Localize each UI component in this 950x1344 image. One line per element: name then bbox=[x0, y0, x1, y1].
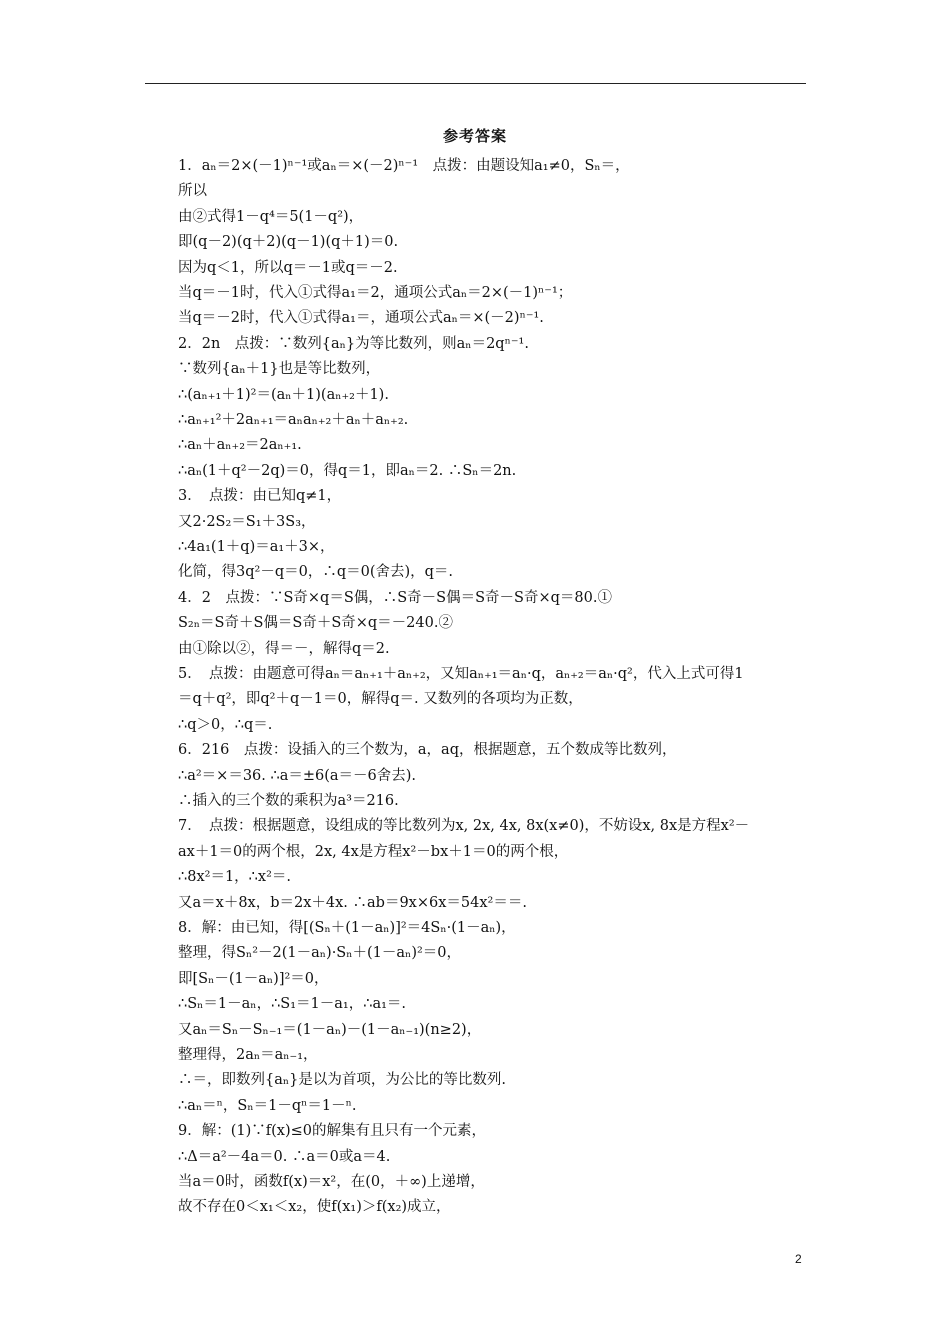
answer-line-text: 1．aₙ＝2×(－1)ⁿ⁻¹或aₙ＝×(－2)ⁿ⁻¹ 点拨：由题设知a₁≠0，Sₙ＝， bbox=[178, 158, 630, 174]
answer-line bbox=[0, 790, 950, 812]
answer-line bbox=[0, 231, 950, 253]
answer-line-text: 整理，得Sₙ²－2(1－aₙ)·Sₙ＋(1－aₙ)²＝0， bbox=[178, 945, 462, 962]
answer-line-text: S₂ₙ＝S奇＋S偶＝S奇＋S奇×q＝－240.② bbox=[178, 615, 453, 632]
answer-line-text: ∵数列{aₙ＋1}也是等比数列， bbox=[178, 361, 381, 378]
answer-line bbox=[0, 180, 950, 202]
answer-line-text: 整理得，2aₙ＝aₙ₋₁， bbox=[178, 1047, 318, 1063]
answer-line bbox=[0, 638, 950, 660]
answer-line-text: 8．解：由已知，得[(Sₙ＋(1－aₙ)]²＝4Sₙ·(1－aₙ)， bbox=[178, 920, 516, 936]
answer-line bbox=[0, 1171, 950, 1193]
answer-line bbox=[0, 511, 950, 533]
answer-line-text: 由①除以②，得＝－，解得q＝2. bbox=[178, 640, 390, 657]
answer-line-text: 化简，得3q²－q＝0，∴q＝0(舍去)，q＝. bbox=[178, 564, 454, 581]
answer-line-text: 即[Sₙ－(1－aₙ)]²＝0， bbox=[178, 970, 329, 987]
answer-line bbox=[0, 917, 950, 939]
answer-line-text: ∴aₙ₊₁²＋2aₙ₊₁＝aₙaₙ₊₂＋aₙ＋aₙ₊₂. bbox=[178, 412, 409, 428]
answer-line-text: ∴Δ＝a²－4a＝0. ∴a＝0或a＝4. bbox=[178, 1148, 391, 1165]
page-number: 2 bbox=[795, 1252, 802, 1266]
answer-line bbox=[0, 1069, 950, 1091]
answer-line-text: ∴aₙ(1＋q²－2q)＝0，得q＝1，即aₙ＝2. ∴Sₙ＝2n. bbox=[178, 462, 517, 479]
answer-line bbox=[0, 587, 950, 609]
answer-line bbox=[0, 1120, 950, 1142]
answer-line bbox=[0, 841, 950, 863]
answer-line bbox=[0, 942, 950, 964]
answer-line bbox=[0, 460, 950, 482]
answer-line bbox=[0, 892, 950, 914]
answer-line-text: ∴aₙ＋aₙ₊₂＝2aₙ₊₁. bbox=[178, 437, 302, 454]
page-title: 参考答案 bbox=[442, 127, 507, 145]
answer-line bbox=[0, 384, 950, 406]
answer-line-text: 又aₙ＝Sₙ－Sₙ₋₁＝(1－aₙ)－(1－aₙ₋₁)(n≥2)， bbox=[178, 1021, 482, 1038]
answer-line bbox=[0, 307, 950, 329]
answer-line-text: ∴4a₁(1＋q)＝a₁＋3×， bbox=[178, 539, 335, 555]
answer-line bbox=[0, 612, 950, 634]
answer-line-text: ∴Sₙ＝1－aₙ，∴S₁＝1－a₁，∴a₁＝. bbox=[178, 996, 407, 1013]
answer-line-text: 当q＝－2时，代入①式得a₁＝，通项公式aₙ＝×(－2)ⁿ⁻¹. bbox=[178, 310, 544, 327]
answer-line-text: ∴插入的三个数的乘积为a³＝216. bbox=[178, 793, 399, 809]
answer-line bbox=[0, 536, 950, 558]
answer-line bbox=[0, 714, 950, 736]
answer-line-text: 又a＝x＋8x，b＝2x＋4x. ∴ab＝9x×6x＝54x²＝＝. bbox=[178, 894, 527, 911]
answer-line bbox=[0, 409, 950, 431]
answer-line bbox=[0, 561, 950, 583]
answer-line-text: 5． 点拨：由题意可得aₙ＝aₙ₊₁＋aₙ₊₂，又知aₙ₊₁＝aₙ·q，aₙ₊₂＝aₙ·q²，代入上式可得1 bbox=[178, 666, 744, 682]
answer-line bbox=[0, 739, 950, 761]
answer-line bbox=[0, 663, 950, 685]
answer-line-text: ∴＝，即数列{aₙ}是以为首项，为公比的等比数列. bbox=[178, 1072, 506, 1089]
header-rule bbox=[145, 83, 806, 84]
answer-line-text: ax＋1＝0的两个根，2x, 4x是方程x²－bx＋1＝0的两个根， bbox=[178, 843, 569, 860]
answer-line bbox=[0, 765, 950, 787]
answer-line-text: 9．解：(1)∵f(x)≤0的解集有且只有一个元素， bbox=[178, 1123, 486, 1140]
answer-line bbox=[0, 1044, 950, 1066]
answer-line bbox=[0, 993, 950, 1015]
answer-line bbox=[0, 688, 950, 710]
answer-line bbox=[0, 333, 950, 355]
answer-line-text: 所以 bbox=[178, 183, 207, 200]
answer-line bbox=[0, 206, 950, 228]
answer-line-text: ∴8x²＝1，∴x²＝. bbox=[178, 869, 291, 886]
answer-line bbox=[0, 1146, 950, 1168]
answer-line-text: ∴aₙ＝ⁿ，Sₙ＝1－qⁿ＝1－ⁿ. bbox=[178, 1097, 357, 1114]
answer-line-text: ∴(aₙ₊₁＋1)²＝(aₙ＋1)(aₙ₊₂＋1). bbox=[178, 386, 389, 403]
answer-line-text: 因为q＜1，所以q＝－1或q＝－2. bbox=[178, 259, 398, 276]
answer-line-text: 7． 点拨：根据题意，设组成的等比数列为x, 2x, 4x, 8x(x≠0)，不妨设x, 8x是方程x²－ bbox=[178, 818, 750, 835]
answer-line-text: ∴a²＝×＝36. ∴a＝±6(a＝－6舍去). bbox=[178, 767, 417, 784]
answer-line-text: 4．2 点拨：∵S奇×q＝S偶，∴S奇－S偶＝S奇－S奇×q＝80.① bbox=[178, 589, 612, 606]
answer-line bbox=[0, 282, 950, 304]
answer-line bbox=[0, 968, 950, 990]
answer-line-text: 由②式得1－q⁴＝5(1－q²)， bbox=[178, 208, 364, 225]
answer-line-text: 3． 点拨：由已知q≠1， bbox=[178, 488, 342, 505]
answer-line bbox=[0, 815, 950, 837]
answer-line bbox=[0, 485, 950, 507]
answer-line-text: 当q＝－1时，代入①式得a₁＝2，通项公式aₙ＝2×(－1)ⁿ⁻¹； bbox=[178, 285, 573, 301]
answer-line-text: ＝q＋q²，即q²＋q－1＝0，解得q＝. 又数列的各项均为正数， bbox=[178, 691, 583, 708]
answer-line-text: 当a＝0时，函数f(x)＝x²，在(0，＋∞)上递增， bbox=[178, 1174, 485, 1190]
answer-line bbox=[0, 1095, 950, 1117]
answer-line-text: 即(q－2)(q＋2)(q－1)(q＋1)＝0. bbox=[178, 234, 399, 251]
answer-line-text: 6．216 点拨：设插入的三个数为，a，aq，根据题意，五个数成等比数列， bbox=[178, 742, 677, 759]
answer-line-text: 又2·2S₂＝S₁＋3S₃， bbox=[178, 513, 316, 530]
answer-line bbox=[0, 358, 950, 380]
answer-line bbox=[0, 1196, 950, 1218]
answer-line bbox=[0, 866, 950, 888]
answer-line-text: 2．2n 点拨：∵数列{aₙ}为等比数列，则aₙ＝2qⁿ⁻¹. bbox=[178, 335, 529, 352]
answer-line bbox=[0, 434, 950, 456]
answer-line bbox=[0, 155, 950, 177]
answer-line-text: 故不存在0＜x₁＜x₂，使f(x₁)＞f(x₂)成立， bbox=[178, 1199, 451, 1216]
answer-line-text: ∴q＞0，∴q＝. bbox=[178, 716, 273, 733]
answer-line bbox=[0, 257, 950, 279]
answer-line bbox=[0, 1019, 950, 1041]
